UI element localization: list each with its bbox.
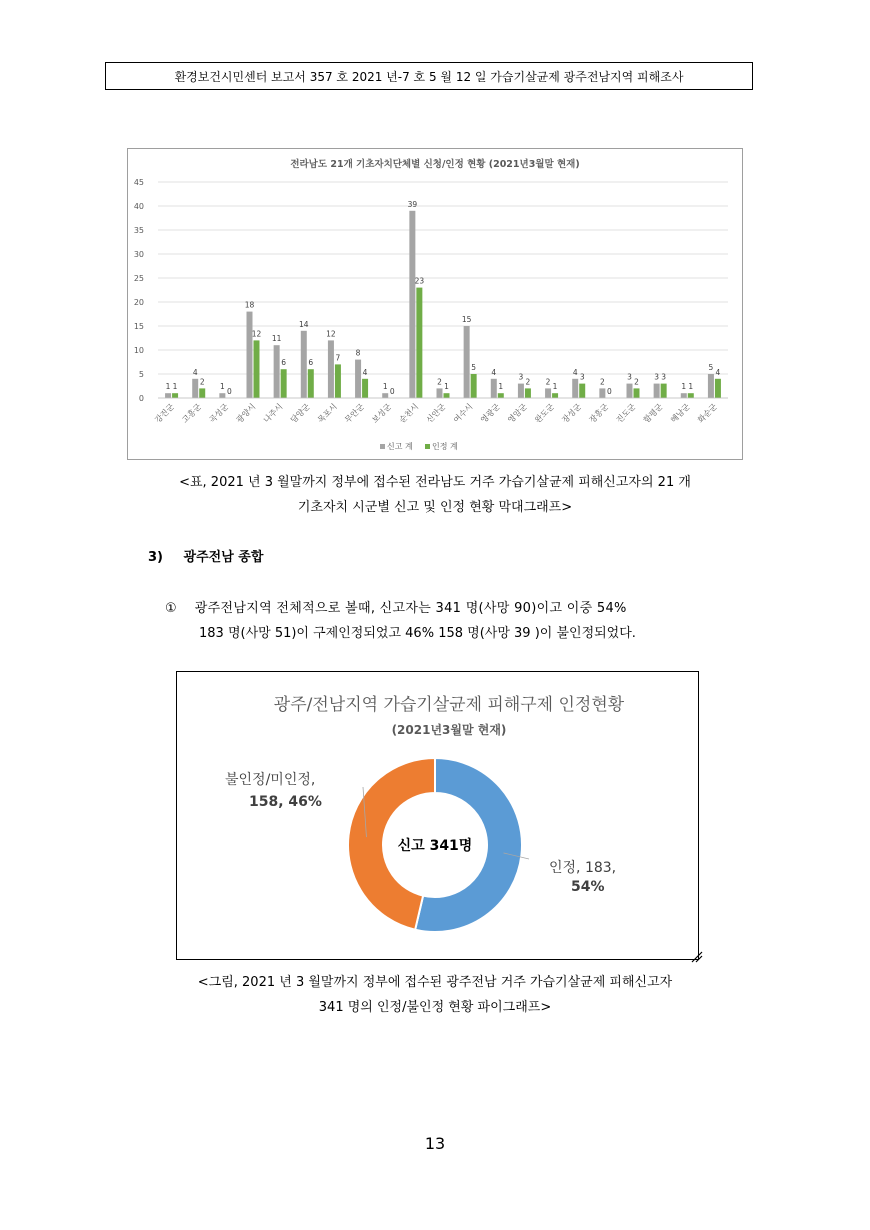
bar <box>545 388 551 398</box>
bar-data-label: 0 <box>389 387 395 396</box>
x-tick-label: 해남군 <box>668 402 692 425</box>
bar <box>708 374 714 398</box>
pie-chart <box>177 672 698 959</box>
circled-number-marker: ① <box>165 601 177 616</box>
bar-data-label: 4 <box>192 367 198 377</box>
bar <box>219 393 225 398</box>
bar-data-label: 0 <box>606 387 612 396</box>
x-tick-label: 나주시 <box>261 402 285 425</box>
bar-data-label: 3 <box>579 372 585 382</box>
x-tick-label: 함평군 <box>641 402 665 425</box>
bar <box>661 384 667 398</box>
bar-data-label: 2 <box>545 377 551 387</box>
x-tick-label: 목포시 <box>316 402 339 425</box>
y-tick-label: 0 <box>138 394 144 403</box>
bar <box>525 388 531 398</box>
bar-data-label: 3 <box>627 372 632 382</box>
bar-data-label: 3 <box>661 372 667 382</box>
bar <box>715 379 721 398</box>
bar <box>688 393 694 398</box>
bar-data-label: 4 <box>572 367 578 377</box>
bar-data-label: 2 <box>437 377 442 387</box>
page-number: 13 <box>424 1134 446 1153</box>
x-tick-label: 장흥군 <box>587 402 611 425</box>
bar-data-label: 14 <box>299 319 309 329</box>
x-tick-label: 광양시 <box>234 402 258 425</box>
pie-center-label: 신고 341명 <box>397 838 473 854</box>
bar-data-label: 3 <box>518 372 524 382</box>
bar <box>491 379 497 398</box>
resize-handle-icon <box>690 950 704 964</box>
bar-data-label: 1 <box>498 382 504 392</box>
bar-data-label: 11 <box>271 334 282 344</box>
legend-swatch <box>380 444 385 449</box>
bar <box>247 312 253 398</box>
bar-data-label: 23 <box>414 276 425 286</box>
pie-chart-frame <box>176 671 699 960</box>
section-heading <box>148 546 263 565</box>
x-tick-label: 완도군 <box>533 402 556 425</box>
bar-data-label: 2 <box>525 377 531 387</box>
bar-data-label: 5 <box>708 363 714 372</box>
bar-data-label: 2 <box>199 377 205 387</box>
legend-swatch <box>425 444 430 449</box>
bar-data-label: 4 <box>491 367 497 377</box>
y-tick-label: 45 <box>133 178 144 187</box>
bar <box>572 379 578 398</box>
bar-data-label: 1 <box>165 382 171 392</box>
bar-data-label: 2 <box>634 377 639 387</box>
bar <box>362 379 368 398</box>
pie-slice-label: 158, 46% <box>249 794 322 810</box>
bar-data-label: 1 <box>172 382 178 392</box>
bar <box>437 388 443 398</box>
bar-data-label: 5 <box>471 363 477 372</box>
bar-data-label: 12 <box>251 329 262 339</box>
bar-caption-line1: <표, 2021 년 3 월말까지 정부에 접수된 전라남도 거주 가습기살균제 피해신고자의 21 개 <box>179 475 691 490</box>
y-tick-label: 35 <box>133 226 144 235</box>
bar-data-label: 6 <box>308 358 314 368</box>
bar-data-label: 4 <box>715 367 721 377</box>
bar-data-label: 1 <box>688 382 694 392</box>
pie-caption-line2: 341 명의 인정/불인정 현황 파이그래프> <box>318 1000 552 1015</box>
legend-label: 인정 계 <box>432 442 458 451</box>
x-tick-label: 영광군 <box>478 402 502 425</box>
bar <box>409 211 415 398</box>
bar <box>416 288 422 398</box>
pie-chart-subtitle: (2021년3월말 현재) <box>391 723 507 737</box>
bar <box>355 360 361 398</box>
report-header-text: 환경보건시민센터 보고서 357 호 2021 년-7 호 5 월 12 일 가습기살균제 광주전남지역 피해조사 <box>174 69 684 84</box>
bar-data-label: 12 <box>326 329 336 339</box>
y-tick-label: 20 <box>133 298 144 307</box>
bar-chart-frame <box>127 148 743 460</box>
bar-data-label: 1 <box>219 382 225 392</box>
x-tick-label: 진도군 <box>614 402 638 425</box>
x-tick-label: 순천시 <box>397 402 421 425</box>
x-tick-label: 여수시 <box>451 402 475 425</box>
pie-slice-label: 불인정/미인정, <box>225 772 316 788</box>
y-tick-label: 10 <box>133 346 144 355</box>
bar-data-label: 1 <box>552 382 558 392</box>
bar <box>335 364 341 398</box>
bar-data-label: 2 <box>599 377 605 387</box>
y-tick-label: 15 <box>133 322 144 331</box>
bar-data-label: 8 <box>355 348 361 358</box>
legend-label: 신고 계 <box>387 442 413 451</box>
x-tick-label: 영암군 <box>506 402 529 425</box>
bar <box>518 384 524 398</box>
pie-slice-label: 54% <box>571 879 605 895</box>
bar <box>498 393 504 398</box>
bar <box>599 388 605 398</box>
bar <box>634 388 640 398</box>
pie-caption-line1: <그림, 2021 년 3 월말까지 정부에 접수된 광주전남 거주 가습기살균제 피해신고자 <box>197 975 673 990</box>
y-tick-label: 40 <box>133 202 144 211</box>
pie-chart-title: 광주/전남지역 가습기살균제 피해구제 인정현황 <box>273 695 625 715</box>
bar <box>301 331 307 398</box>
bar-data-label: 1 <box>382 382 388 392</box>
x-tick-label: 화순군 <box>696 402 719 425</box>
bar-data-label: 15 <box>461 315 472 324</box>
section-number: 3) <box>148 550 163 565</box>
paragraph-line1-text: 광주전남지역 전체적으로 볼때, 신고자는 341 명(사망 90)이고 이중 54% <box>194 601 627 616</box>
x-tick-label: 고흥군 <box>180 402 204 425</box>
y-tick-label: 30 <box>133 250 144 259</box>
bar <box>328 340 334 398</box>
bar-data-label: 0 <box>226 387 232 396</box>
bar <box>471 374 477 398</box>
bar <box>274 345 280 398</box>
bar <box>654 384 660 398</box>
x-tick-label: 장성군 <box>560 402 584 425</box>
bar <box>382 393 388 398</box>
x-tick-label: 보성군 <box>370 402 394 425</box>
section-title: 광주전남 종합 <box>183 550 264 565</box>
bar <box>199 388 205 398</box>
x-tick-label: 강진군 <box>153 402 176 425</box>
bar-chart <box>128 149 742 459</box>
bar-data-label: 39 <box>407 199 418 209</box>
x-tick-label: 담양군 <box>288 402 312 425</box>
bar <box>552 393 558 398</box>
bar-caption-line2: 기초자치 시군별 신고 및 인정 현황 막대그래프> <box>297 500 573 515</box>
x-tick-label: 무안군 <box>343 402 366 425</box>
bar <box>444 393 450 398</box>
bar <box>254 340 260 398</box>
bar <box>627 384 633 398</box>
paragraph-line2: 183 명(사망 51)이 구제인정되었고 46% 158 명(사망 39 )이 불인정되었다. <box>199 626 636 641</box>
bar <box>192 379 198 398</box>
bar <box>281 369 287 398</box>
x-tick-label: 곡성군 <box>207 402 231 425</box>
bar <box>172 393 178 398</box>
paragraph-line1 <box>165 597 627 616</box>
bar-data-label: 1 <box>681 382 687 392</box>
bar-data-label: 6 <box>281 358 287 368</box>
report-header <box>105 62 753 90</box>
y-tick-label: 5 <box>138 370 144 379</box>
bar-data-label: 4 <box>362 367 368 377</box>
y-tick-label: 25 <box>133 274 144 283</box>
bar-data-label: 7 <box>335 353 341 363</box>
bar-data-label: 18 <box>244 300 255 310</box>
x-tick-label: 신안군 <box>424 402 448 425</box>
bar <box>308 369 314 398</box>
bar <box>464 326 470 398</box>
bar-chart-title: 전라남도 21개 기초자치단체별 신청/인정 현황 (2021년3월말 현재) <box>290 159 580 170</box>
bar-data-label: 1 <box>444 382 449 392</box>
bar-data-label: 3 <box>654 372 660 382</box>
bar <box>681 393 687 398</box>
bar <box>165 393 171 398</box>
pie-slice-label: 인정, 183, <box>549 860 617 876</box>
bar <box>579 384 585 398</box>
